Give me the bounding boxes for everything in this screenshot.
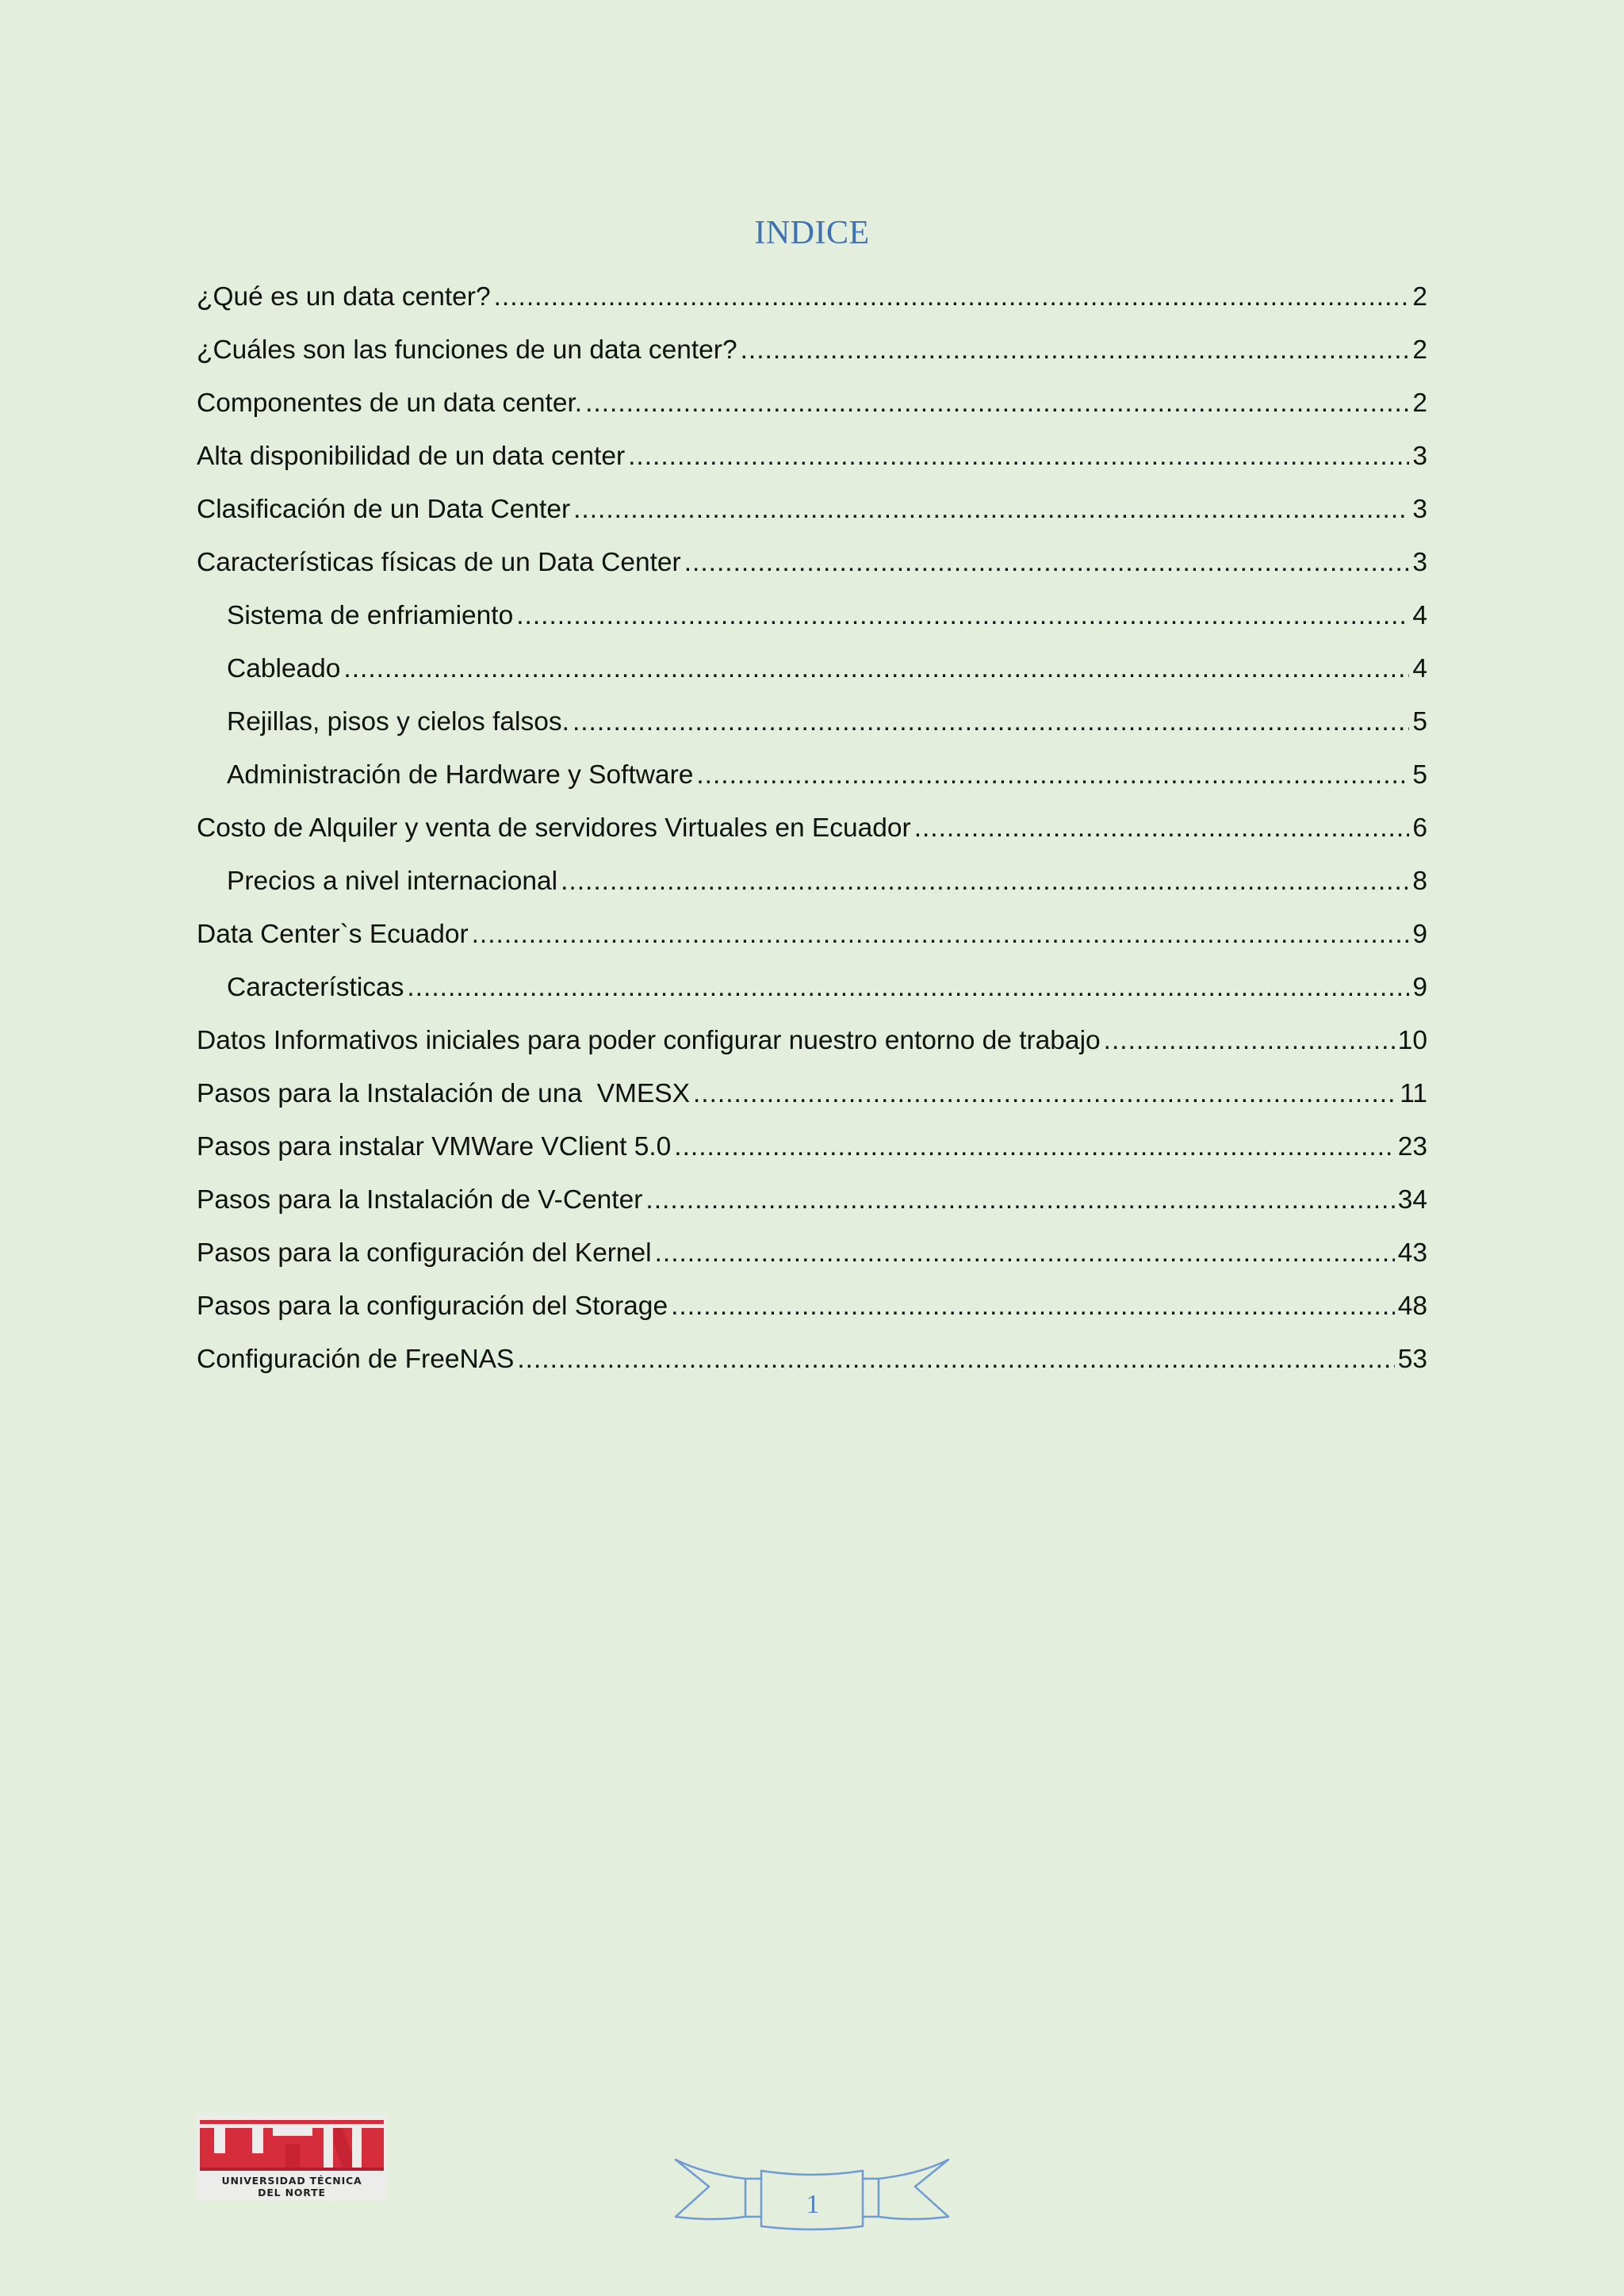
toc-dot-leader [628, 430, 1409, 483]
toc-dot-leader [655, 1226, 1395, 1280]
toc-entry-label: Pasos para la configuración del Kernel [197, 1238, 652, 1268]
toc-entry[interactable] [197, 1120, 1427, 1173]
toc-entry-page: 3 [1412, 548, 1427, 577]
toc-entry-label: Pasos para instalar VMWare VClient 5.0 [197, 1132, 672, 1161]
toc-dot-leader [674, 1120, 1394, 1173]
toc-entry-page: 11 [1400, 1079, 1427, 1108]
toc-entry-label: Alta disponibilidad de un data center [197, 442, 626, 471]
toc-entry-page: 9 [1412, 920, 1427, 949]
toc-entry-label: ¿Cuáles son las funciones de un data center? [197, 335, 737, 365]
toc-dot-leader [517, 1333, 1394, 1386]
toc-entry[interactable] [197, 1333, 1427, 1386]
toc-entry-label: Cableado [227, 654, 341, 683]
toc-dot-leader [741, 323, 1410, 377]
toc-dot-leader [343, 642, 1409, 695]
toc-dot-leader [645, 1173, 1394, 1226]
toc-subentry[interactable] [197, 855, 1427, 908]
toc-entry[interactable] [197, 377, 1427, 430]
toc-entry-page: 6 [1412, 813, 1427, 843]
toc-entry-label: Administración de Hardware y Software [227, 760, 694, 790]
toc-entry[interactable] [197, 908, 1427, 961]
toc-dot-leader [585, 377, 1409, 430]
toc-entry[interactable] [197, 1173, 1427, 1226]
toc-entry-page: 2 [1412, 388, 1427, 418]
toc-entry-page: 5 [1412, 707, 1427, 737]
university-logo [197, 2115, 387, 2201]
toc-entry-page: 23 [1397, 1132, 1427, 1161]
toc-entry-page: 4 [1412, 601, 1427, 630]
toc-dot-leader [693, 1067, 1396, 1120]
toc-entry-page: 34 [1397, 1185, 1427, 1215]
toc-entry[interactable] [197, 483, 1427, 536]
toc-entry-page: 48 [1397, 1292, 1427, 1321]
toc-entry-page: 3 [1412, 495, 1427, 524]
toc-dot-leader [914, 802, 1410, 855]
toc-entry[interactable] [197, 323, 1427, 377]
toc-dot-leader [494, 270, 1410, 323]
toc-dot-leader [516, 589, 1409, 642]
toc-entry[interactable] [197, 1226, 1427, 1280]
toc-entry[interactable] [197, 1067, 1427, 1120]
toc-dot-leader [472, 908, 1410, 961]
toc-entry-page: 2 [1412, 282, 1427, 312]
toc-entry[interactable] [197, 270, 1427, 323]
toc-entry-label: Pasos para la configuración del Storage [197, 1292, 668, 1321]
toc-entry-page: 53 [1397, 1345, 1427, 1374]
toc-entry-label: Configuración de FreeNAS [197, 1345, 515, 1374]
toc-subentry[interactable] [197, 961, 1427, 1014]
toc-entry-page: 9 [1412, 973, 1427, 1002]
toc-entry-label: Costo de Alquiler y venta de servidores Virtuales en Ecuador [197, 813, 911, 843]
toc-dot-leader [684, 536, 1410, 589]
toc-entry[interactable] [197, 1014, 1427, 1067]
toc-entry-label: Componentes de un data center. [197, 388, 583, 418]
toc-entry[interactable] [197, 536, 1427, 589]
toc-entry-label: Características físicas de un Data Center [197, 548, 681, 577]
toc-entry-label: Características [227, 973, 404, 1002]
toc-entry-label: Datos Informativos iniciales para poder configurar nuestro entorno de trabajo [197, 1026, 1101, 1055]
toc-entry[interactable] [197, 1280, 1427, 1333]
toc-dot-leader [573, 483, 1409, 536]
toc-entry-label: Sistema de enfriamiento [227, 601, 514, 630]
toc-entry-label: Pasos para la Instalación de V-Center [197, 1185, 643, 1215]
toc-entry-label: Data Center`s Ecuador [197, 920, 469, 949]
toc-subentry[interactable] [197, 695, 1427, 748]
toc-entry-label: ¿Qué es un data center? [197, 282, 491, 312]
toc-entry-page: 4 [1412, 654, 1427, 683]
toc-entry-page: 10 [1397, 1026, 1427, 1055]
toc-dot-leader [561, 855, 1409, 908]
page-title: INDICE [754, 215, 870, 251]
table-of-contents [197, 270, 1427, 1386]
toc-entry-page: 8 [1412, 867, 1427, 896]
toc-subentry[interactable] [197, 642, 1427, 695]
toc-entry-label: Precios a nivel internacional [227, 867, 558, 896]
toc-entry[interactable] [197, 802, 1427, 855]
page-number: 1 [806, 2190, 820, 2219]
toc-dot-leader [407, 961, 1409, 1014]
toc-dot-leader [671, 1280, 1395, 1333]
toc-dot-leader [1104, 1014, 1395, 1067]
toc-subentry[interactable] [197, 748, 1427, 802]
toc-entry-page: 43 [1397, 1238, 1427, 1268]
toc-entry[interactable] [197, 430, 1427, 483]
toc-entry-page: 5 [1412, 760, 1427, 790]
toc-entry-page: 2 [1412, 335, 1427, 365]
toc-entry-page: 3 [1412, 442, 1427, 471]
toc-subentry[interactable] [197, 589, 1427, 642]
toc-entry-label: Clasificación de un Data Center [197, 495, 571, 524]
toc-entry-label: Rejillas, pisos y cielos falsos. [227, 707, 569, 737]
toc-dot-leader [573, 695, 1409, 748]
toc-entry-label: Pasos para la Instalación de una VMESX [197, 1079, 690, 1108]
logo-text-line1: UNIVERSIDAD TÉCNICA [221, 2175, 362, 2187]
toc-dot-leader [696, 748, 1409, 802]
logo-text-line2: DEL NORTE [258, 2187, 326, 2198]
